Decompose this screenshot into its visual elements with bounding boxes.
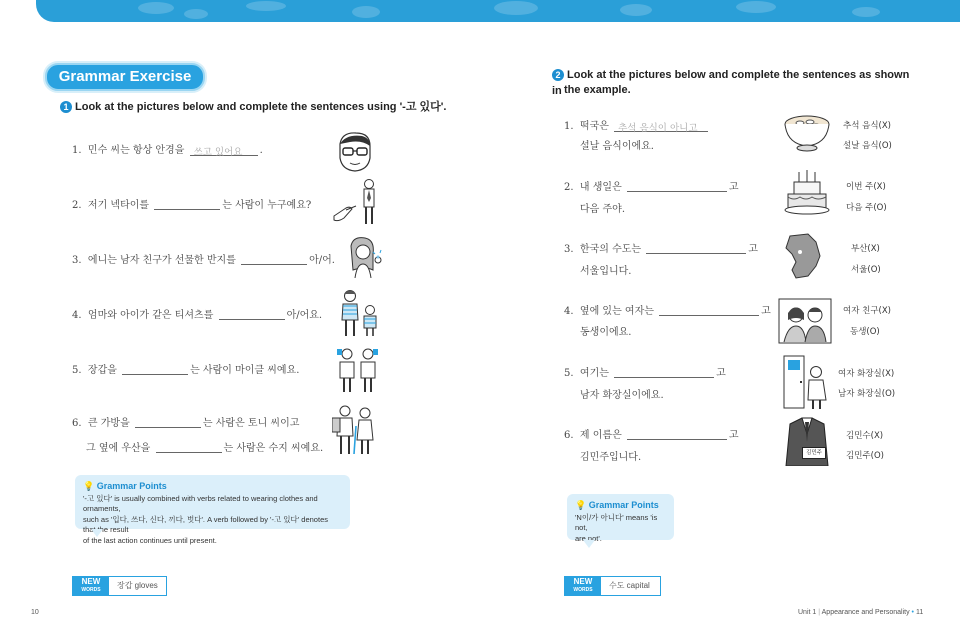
exercise-item-4-line2: 동생이에요. <box>580 327 632 338</box>
item-number: 6. <box>72 418 82 429</box>
option-wrong: 부산(X) <box>851 244 880 254</box>
item-text: 제 이름은 <box>579 430 622 441</box>
footer-separator: | <box>818 609 821 616</box>
running-footer <box>798 609 923 616</box>
item-text: 고 <box>728 430 739 441</box>
new-words-sublabel: WORDS <box>81 587 101 593</box>
question-number: 2 <box>552 69 564 81</box>
answer-blank[interactable] <box>219 308 285 320</box>
item-number: 3. <box>72 255 82 266</box>
exercise-2-heading-line2: the example. <box>564 84 631 96</box>
item-text: 내 생일은 <box>579 182 622 193</box>
exercise-item-6 <box>564 426 739 441</box>
item-number: 6. <box>564 430 574 441</box>
item-text: . <box>259 145 263 156</box>
mother-child-illustration <box>336 288 382 338</box>
answer-blank[interactable] <box>154 198 220 210</box>
item-text: 는 사람은 토니 씨이고 <box>202 418 300 429</box>
option-wrong: 이번 주(X) <box>846 182 886 192</box>
footer-dot: • <box>911 609 914 616</box>
item-text: 여기는 <box>579 368 609 379</box>
answer-blank[interactable] <box>614 120 708 132</box>
question-number: 1 <box>60 101 72 113</box>
grammar-line: 'N이/가 아니다' means 'is not, <box>575 512 658 532</box>
unit-title: Appearance and Personality <box>821 609 910 616</box>
option-wrong: 추석 음식(X) <box>843 121 892 131</box>
page-number-right: 11 <box>915 609 924 616</box>
item-text: 아/어. <box>309 255 335 266</box>
grammar-line: such as '입다, 쓰다, 신다, 끼다, 벗다'. A verb followed by '-고 있다' denotes that the result <box>83 514 328 534</box>
answer-blank[interactable] <box>646 242 746 254</box>
item-text: 아/어요. <box>286 310 323 321</box>
item-number: 1. <box>564 121 574 132</box>
item-number: 5. <box>564 368 574 379</box>
exercise-item-6-line2: 김민주입니다. <box>580 452 642 463</box>
item-text: 저기 넥타이를 <box>87 200 150 211</box>
name-tag-illustration <box>782 414 832 466</box>
man-necktie-illustration <box>332 178 382 228</box>
answer-blank[interactable] <box>627 180 727 192</box>
grammar-points-label: Grammar Points <box>96 481 167 491</box>
answer-blank[interactable] <box>190 144 258 156</box>
new-words-box <box>564 576 661 596</box>
option-correct: 서울(O) <box>851 265 881 275</box>
answer-blank[interactable] <box>241 253 307 265</box>
exercise-item-5 <box>564 364 726 379</box>
example-answer: 쓰고 있어요 <box>193 147 243 158</box>
item-text: 고 <box>761 306 771 317</box>
item-number: 5. <box>72 365 82 376</box>
option-correct: 다음 주(O) <box>846 203 887 213</box>
exercise-item-4 <box>72 306 322 321</box>
item-number: 1. <box>72 145 82 156</box>
option-correct: 김민주(O) <box>846 451 884 461</box>
item-number: 4. <box>72 310 82 321</box>
option-wrong: 김민수(X) <box>846 431 884 441</box>
exercise-item-3 <box>564 240 758 255</box>
new-word: 장갑 gloves <box>117 581 158 590</box>
name-tag: 김민주 <box>802 447 826 459</box>
new-words-label: NEW <box>573 577 593 586</box>
exercise-item-6 <box>72 414 299 429</box>
exercise-item-1-line2: 설날 음식이에요. <box>580 141 654 152</box>
grammar-points-box <box>567 494 674 543</box>
option-wrong: 여자 화장실(X) <box>838 369 895 379</box>
item-text: 엄마와 아이가 같은 티셔츠를 <box>87 310 214 321</box>
exercise-item-1 <box>564 117 710 132</box>
tteokguk-bowl-illustration <box>782 110 832 154</box>
answer-blank[interactable] <box>156 441 222 453</box>
item-number: 2. <box>72 200 82 211</box>
restroom-illustration <box>782 352 830 410</box>
exercise-1-heading <box>60 99 446 115</box>
new-words-sublabel: WORDS <box>573 587 593 593</box>
woman-ring-illustration <box>345 236 387 278</box>
two-people-illustration <box>778 298 832 344</box>
grammar-points-label: Grammar Points <box>588 500 659 510</box>
option-correct: 남자 화장실(O) <box>838 389 896 399</box>
exercise-item-2 <box>72 196 311 211</box>
instruction: Look at the pictures below and complete the sentences as shown in <box>552 69 910 97</box>
new-words-tag <box>565 577 601 595</box>
item-text: 는 사람은 수지 씨예요. <box>223 443 324 454</box>
new-word: 수도 capital <box>609 581 650 590</box>
exercise-item-5-line2: 남자 화장실이에요. <box>580 390 664 401</box>
grammar-points-title <box>83 481 342 492</box>
section-badge: Grammar Exercise <box>45 63 205 91</box>
gloves-people-illustration <box>336 346 380 394</box>
item-text: 고 <box>748 244 758 255</box>
grammar-line: '-고 있다' is usually combined with verbs related to wearing clothes and ornaments, <box>83 493 318 513</box>
korea-map-illustration <box>782 232 828 282</box>
exercise-item-5 <box>72 361 299 376</box>
item-text: 에니는 남자 친구가 선물한 반지를 <box>87 255 236 266</box>
item-text: 민수 씨는 항상 안경을 <box>87 145 185 156</box>
grammar-points-box <box>75 475 350 545</box>
option-correct: 동생(O) <box>850 327 880 337</box>
item-text: 큰 가방을 <box>87 418 130 429</box>
item-text: 한국의 수도는 <box>579 244 642 255</box>
bag-umbrella-illustration <box>332 404 378 456</box>
exercise-item-3-line2: 서울입니다. <box>580 266 632 277</box>
grammar-points-title <box>575 500 666 511</box>
item-number: 2. <box>564 182 574 193</box>
item-number: 3. <box>564 244 574 255</box>
new-words-box <box>72 576 167 596</box>
page-number-left: 10 <box>31 609 39 616</box>
item-text: 옆에 있는 여자는 <box>579 306 654 317</box>
exercise-item-2 <box>564 178 739 193</box>
item-text: 는 사람이 누구예요? <box>222 200 312 211</box>
grammar-line: are not'. <box>575 533 602 543</box>
item-text: 장갑을 <box>87 365 117 376</box>
exercise-item-2-line2: 다음 주야. <box>580 204 625 215</box>
example-answer: 추석 음식이 아니고 <box>618 123 698 134</box>
item-text: 고 <box>728 182 739 193</box>
item-text: 고 <box>716 368 726 379</box>
leaf-pattern <box>36 0 960 22</box>
item-text: 는 사람이 마이클 씨예요. <box>190 365 300 376</box>
unit-label: Unit 1 <box>798 609 817 616</box>
answer-blank[interactable] <box>122 363 188 375</box>
grammar-line: of the last action continues until present. <box>83 535 217 545</box>
exercise-item-1 <box>72 141 263 156</box>
new-words-label: NEW <box>81 577 101 586</box>
top-banner <box>36 0 960 22</box>
answer-blank[interactable] <box>659 304 759 316</box>
option-wrong: 여자 친구(X) <box>843 306 892 316</box>
exercise-item-4 <box>564 302 771 317</box>
option-correct: 설날 음식(O) <box>843 141 892 151</box>
answer-blank[interactable] <box>135 416 201 428</box>
instruction: Look at the pictures below and complete the sentences using '-고 있다'. <box>75 101 447 113</box>
lightbulb-icon: 💡 <box>83 481 95 491</box>
lightbulb-icon: 💡 <box>575 500 587 510</box>
item-text: 그 옆에 우산을 <box>86 443 151 454</box>
birthday-cake-illustration <box>782 166 832 216</box>
exercise-item-3 <box>72 251 335 266</box>
exercise-item-6-line2 <box>86 439 323 454</box>
answer-blank[interactable] <box>614 366 714 378</box>
item-number: 4. <box>564 306 574 317</box>
answer-blank[interactable] <box>627 428 727 440</box>
new-words-tag <box>73 577 109 595</box>
man-glasses-illustration <box>332 130 378 174</box>
item-text: 떡국은 <box>579 121 609 132</box>
